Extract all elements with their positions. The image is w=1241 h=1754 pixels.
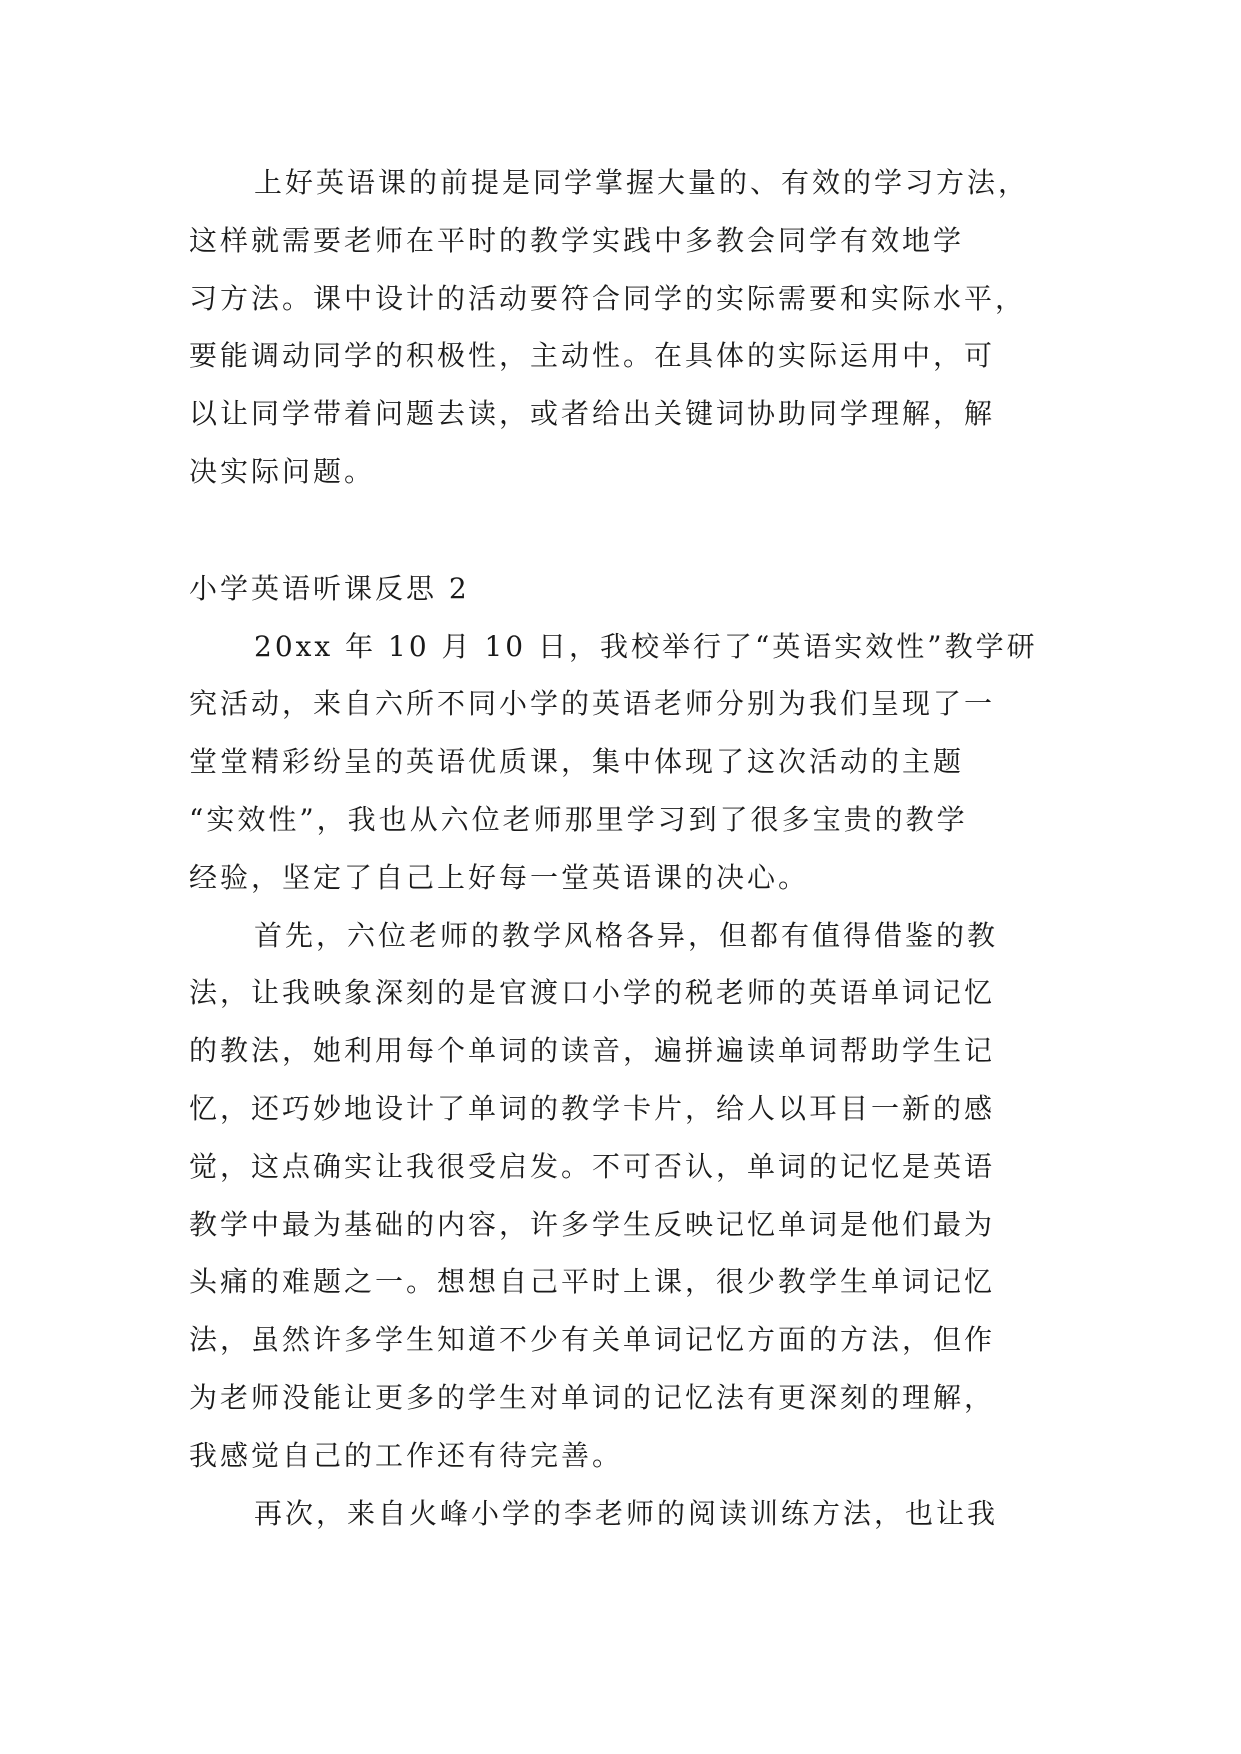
text-line: 觉，这点确实让我很受启发。不可否认，单词的记忆是英语: [189, 1149, 996, 1183]
text-line: 究活动，来自六所不同小学的英语老师分别为我们呈现了一: [189, 687, 996, 721]
text-line: 堂堂精彩纷呈的英语优质课，集中体现了这次活动的主题: [189, 745, 965, 779]
text-line: 我感觉自己的工作还有待完善。: [189, 1438, 624, 1472]
text-line: 要能调动同学的积极性，主动性。在具体的实际运用中，可: [189, 339, 996, 373]
text-line: 首先，六位老师的教学风格各异，但都有值得借鉴的教: [254, 918, 999, 952]
paragraph-3: [189, 907, 1089, 1485]
document-body: [189, 154, 1089, 1542]
text-line: 的教法，她利用每个单词的读音，遍拼遍读单词帮助学生记: [189, 1034, 996, 1068]
paragraph-gap: [189, 501, 1089, 560]
text-line: 忆，还巧妙地设计了单词的教学卡片，给人以耳目一新的感: [189, 1091, 996, 1125]
text-line: 为老师没能让更多的学生对单词的记忆法有更深刻的理解，: [189, 1380, 996, 1414]
section-title: 小学英语听课反思 2: [189, 571, 470, 605]
text-line: 决实际问题。: [189, 454, 376, 488]
paragraph-1: [189, 154, 1089, 501]
text-line: 再次，来自火峰小学的李老师的阅读训练方法，也让我: [254, 1496, 999, 1530]
text-line: 上好英语课的前提是同学掌握大量的、有效的学习方法，: [254, 166, 1030, 199]
text-line: 这样就需要老师在平时的教学实践中多教会同学有效地学: [189, 223, 965, 257]
text-line: 头痛的难题之一。想想自己平时上课，很少教学生单词记忆: [189, 1265, 996, 1299]
text-line: “实效性”，我也从六位老师那里学习到了很多宝贵的教学: [189, 802, 968, 836]
paragraph-2: [189, 618, 1089, 907]
text-line: 法，虽然许多学生知道不少有关单词记忆方面的方法，但作: [189, 1323, 996, 1357]
paragraph-4: [189, 1485, 1089, 1543]
text-line: 20xx 年 10 月 10 日，我校举行了“英语实效性”教学研: [254, 629, 1038, 663]
text-line: 以让同学带着问题去读，或者给出关键词协助同学理解，解: [189, 397, 996, 431]
text-line: 习方法。课中设计的活动要符合同学的实际需要和实际水平，: [189, 281, 1027, 315]
text-line: 经验，坚定了自己上好每一堂英语课的决心。: [189, 860, 810, 894]
text-line: 法，让我映象深刻的是官渡口小学的税老师的英语单词记忆: [189, 976, 996, 1010]
text-line: 教学中最为基础的内容，许多学生反映记忆单词是他们最为: [189, 1207, 996, 1241]
